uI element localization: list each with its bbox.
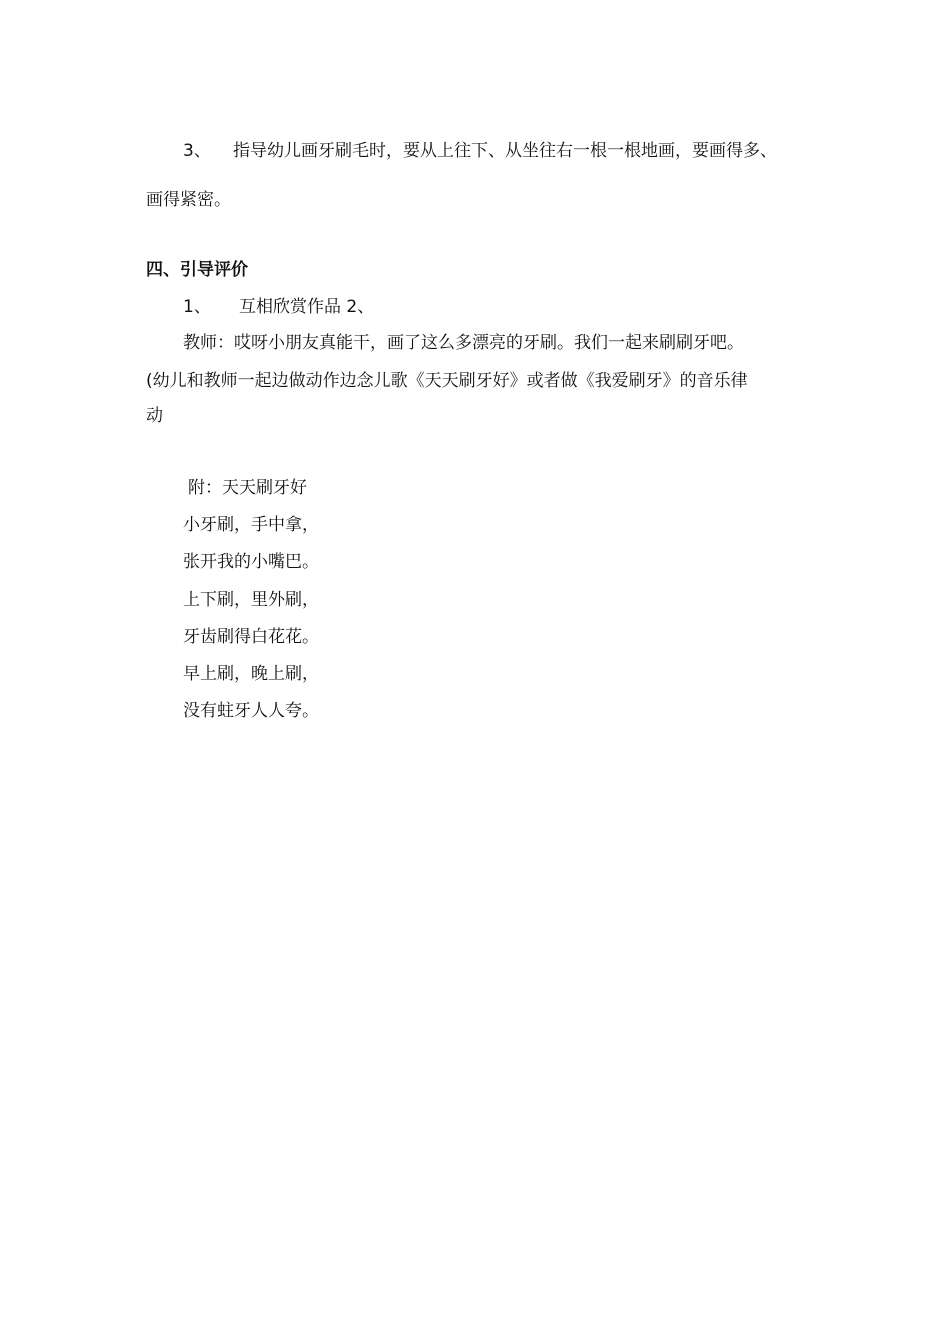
item-3-text: 指导幼儿画牙刷毛时，要从上往下、从坐往右一根一根地画，要画得多、 bbox=[233, 141, 777, 161]
activity-line-2: 动 bbox=[146, 406, 163, 426]
rhyme-line-5: 早上刷，晚上刷， bbox=[183, 664, 319, 684]
teacher-line: 教师：哎呀小朋友真能干，画了这么多漂亮的牙刷。我们一起来刷刷牙吧。 bbox=[183, 333, 744, 353]
item-3-line bbox=[183, 140, 777, 162]
rhyme-line-1: 小牙刷，手中拿， bbox=[183, 515, 319, 535]
rhyme-line-2: 张开我的小嘴巴。 bbox=[183, 552, 319, 572]
activity-line-1: (幼儿和教师一起边做动作边念儿歌《天天刷牙好》或者做《我爱刷牙》的音乐律 bbox=[146, 371, 748, 391]
section-4-item-1 bbox=[183, 296, 374, 318]
section-4-item-1-number: 1、 bbox=[183, 297, 211, 317]
item-3-continuation: 画得紧密。 bbox=[146, 190, 231, 210]
rhyme-line-6: 没有蛀牙人人夸。 bbox=[183, 701, 319, 721]
appendix-title: 附：天天刷牙好 bbox=[188, 478, 307, 498]
section-4-item-1-text: 互相欣赏作品 2、 bbox=[239, 297, 375, 317]
section-4-heading: 四、引导评价 bbox=[146, 260, 248, 280]
item-3-number: 3、 bbox=[183, 141, 211, 161]
rhyme-line-4: 牙齿刷得白花花。 bbox=[183, 627, 319, 647]
rhyme-line-3: 上下刷，里外刷， bbox=[183, 590, 319, 610]
